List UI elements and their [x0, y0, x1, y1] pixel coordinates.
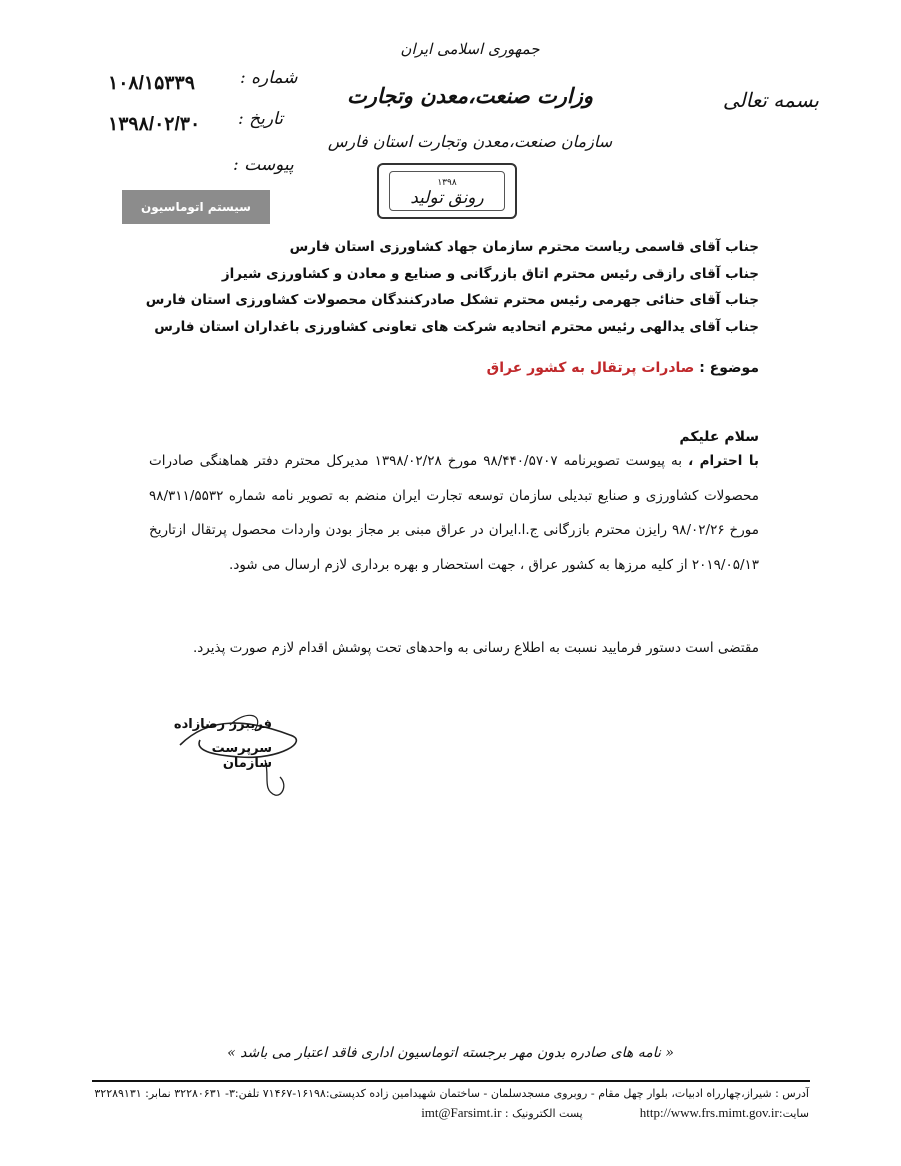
attachment-label: پیوست : [233, 155, 294, 175]
number-value: ۱۰۸/۱۵۳۳۹ [108, 73, 195, 94]
emblem-year: ۱۳۹۸ [437, 178, 457, 188]
letter-body [149, 444, 759, 582]
recipient-line: جناب آقای قاسمی ریاست محترم سازمان جهاد کشاورزی استان فارس [289, 239, 759, 255]
footer-note: « نامه های صادره بدون مهر برجسته اتوماسیون اداری فاقد اعتبار می باشد » [227, 1045, 674, 1061]
site-label: سایت: [778, 1107, 809, 1120]
email-address[interactable]: imt@Farsimt.ir [421, 1105, 502, 1120]
body-text: به پیوست تصویرنامه ۹۸/۴۴۰/۵۷۰۷ مورخ ۱۳۹۸/۰۲/۲۸ مدیرکل محترم دفتر هماهنگی صادرات محصولات کشاورزی و صنایع تبدیلی سازمان توسعه تجارت ایران منضم به تصویر نامه شماره ۹۸/۳۱۱/۵۵۳۲ مورخ ۹۸/۰۲/۲۶ رایزن محترم بازرگانی ج.ا.ایران در عراق مبنی بر مجاز بودن واردات محصول پرتقال ازتاریخ ۲۰۱۹/۰۵/۱۳ از کلیه مرزها به کشور عراق ، جهت استحضار و بهره برداری لازم ارسال می شود. [149, 453, 759, 573]
date-value: ۱۳۹۸/۰۲/۳۰ [108, 114, 201, 135]
number-label: شماره : [240, 68, 298, 88]
signature-block [170, 705, 320, 815]
subject-line [487, 360, 759, 376]
recipient-line: جناب آقای یدالهی رئیس محترم اتحادیه شرکت های تعاونی کشاورزی باغداران استان فارس [154, 318, 759, 335]
republic-title: جمهوری اسلامی ایران [400, 40, 540, 58]
organization-title: سازمان صنعت،معدن وتجارت استان فارس [327, 132, 613, 151]
recipients-list [139, 234, 759, 340]
recipient-line: جناب آقای رازقی رئیس محترم اتاق بازرگانی و صنایع و معادن و کشاورزی شیراز [221, 265, 759, 282]
greeting: سلام علیکم [679, 429, 759, 445]
emblem-text: رونق تولید [410, 188, 484, 208]
signer-title: سرپرست سازمان [211, 741, 272, 771]
signer-name: فریبرز رضازاده [173, 717, 272, 732]
site-url[interactable]: http://www.frs.mimt.gov.ir [639, 1105, 779, 1120]
ministry-title: وزارت صنعت،معدن وتجارت [346, 83, 594, 108]
production-emblem [377, 163, 517, 219]
bismillah: بسمه تعالی [722, 88, 819, 112]
recipient-line: جناب آقای حنائی جهرمی رئیس محترم تشکل صادرکنندگان محصولات کشاورزی استان فارس [145, 292, 759, 308]
footer-web [421, 1105, 809, 1121]
footer-address: آدرس : شیراز،چهارراه ادبیات، بلوار چهل مقام - روبروی مسجدسلمان - ساختمان شهیدامین زاده کدپستی:۱۶۱۹۸-۷۱۴۶۷ تلفن:۳- ۳۲۲۸۰۶۳۱ نمابر: ۳۲۲۸۹۱۳۱ [94, 1087, 809, 1100]
subject-value: صادرات پرتقال به کشور عراق [486, 360, 695, 376]
footer-divider [92, 1080, 810, 1082]
closing-sentence: مقتضی است دستور فرمایید نسبت به اطلاع رسانی به واحدهای تحت پوشش اقدام لازم صورت پذیرد. [193, 640, 759, 656]
subject-label: موضوع : [699, 360, 759, 376]
body-lead: با احترام ، [688, 453, 759, 469]
date-label: تاریخ : [238, 109, 283, 129]
automation-badge: سیستم اتوماسیون [122, 190, 270, 224]
email-label: پست الکترونیک : [504, 1107, 583, 1120]
